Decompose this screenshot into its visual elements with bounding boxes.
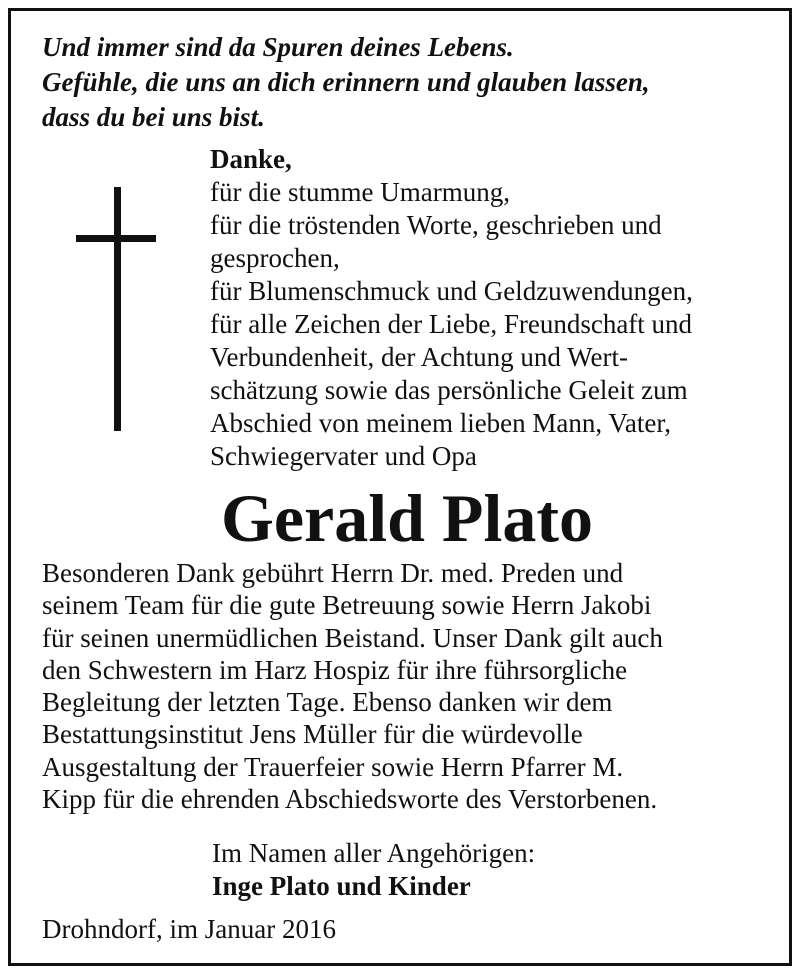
thanks-line: Schwiegervater und Opa bbox=[210, 441, 477, 471]
thanks-line: für die tröstenden Worte, geschrieben und bbox=[210, 210, 662, 240]
thanks-line: für Blumenschmuck und Geldzuwendungen, bbox=[210, 276, 693, 306]
acknowledgement-line: Besonderen Dank gebührt Herrn Dr. med. Preden und bbox=[42, 558, 624, 588]
thanks-line: gesprochen, bbox=[210, 243, 340, 273]
thanks-line: schätzung sowie das persönliche Geleit zum bbox=[210, 375, 688, 405]
cross-vertical-bar bbox=[114, 187, 121, 431]
acknowledgement-line: für seinen unermüdlichen Beistand. Unser Dank gilt auch bbox=[42, 622, 663, 653]
signoff-family: Inge Plato und Kinder bbox=[212, 871, 471, 901]
thanks-line: für alle Zeichen der Liebe, Freundschaft und bbox=[210, 309, 693, 339]
motto-verse bbox=[42, 30, 762, 135]
thanks-block bbox=[210, 143, 780, 473]
motto-line: dass du bei uns bist. bbox=[42, 102, 265, 132]
deceased-name: Gerald Plato bbox=[220, 480, 594, 556]
acknowledgement-line: seinem Team für die gute Betreuung sowie Herrn Jakobi bbox=[42, 590, 652, 621]
acknowledgement-line: Begleitung der letzten Tage. Ebenso danken wir dem bbox=[42, 687, 613, 718]
motto-line: Gefühle, die uns an dich erinnern und glauben lassen, bbox=[42, 67, 650, 97]
signoff-intro: Im Namen aller Angehörigen: bbox=[212, 838, 536, 868]
acknowledgement-line: Bestattungsinstitut Jens Müller für die würdevolle bbox=[42, 719, 583, 750]
thanks-line: für die stumme Umarmung, bbox=[210, 177, 510, 207]
cross-icon bbox=[76, 187, 156, 431]
cross-horizontal-bar bbox=[76, 235, 156, 242]
thanks-line: Verbundenheit, der Achtung und Wert- bbox=[210, 342, 628, 372]
signoff-block bbox=[212, 837, 535, 903]
thanks-heading: Danke, bbox=[210, 144, 292, 174]
thanks-line: Abschied von meinem lieben Mann, Vater, bbox=[210, 408, 672, 438]
acknowledgement-line: den Schwestern im Harz Hospiz für ihre führsorgliche bbox=[42, 654, 628, 685]
acknowledgement-line: Ausgestaltung der Trauerfeier sowie Herrn Pfarrer M. bbox=[42, 751, 624, 782]
motto-line: Und immer sind da Spuren deines Lebens. bbox=[42, 32, 514, 62]
place-date: Drohndorf, im Januar 2016 bbox=[42, 914, 336, 944]
acknowledgement-paragraph bbox=[42, 557, 782, 815]
acknowledgement-line: Kipp für die ehrenden Abschiedsworte des Verstorbenen. bbox=[42, 784, 658, 815]
